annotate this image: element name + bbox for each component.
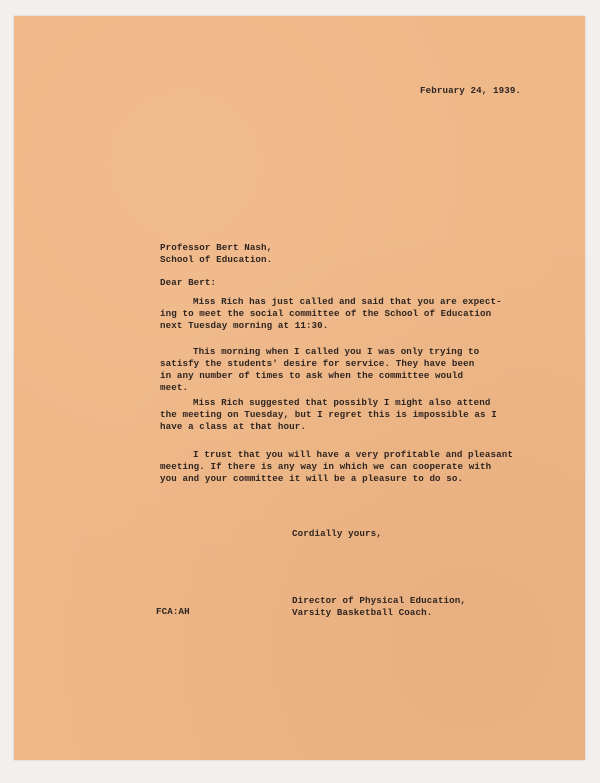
paragraph-line: next Tuesday morning at 11:30. <box>160 320 329 331</box>
paragraph-1 <box>160 296 502 332</box>
paragraph-4 <box>160 449 513 485</box>
paragraph-line: This morning when I called you I was only trying to <box>193 346 480 357</box>
signature-title-line-1: Director of Physical Education, <box>292 595 467 606</box>
paragraph-line: the meeting on Tuesday, but I regret this is impossible as I <box>160 409 497 420</box>
letter-page <box>14 16 585 760</box>
paragraph-line: Miss Rich suggested that possibly I might also attend <box>193 397 491 408</box>
paragraph-line: have a class at that hour. <box>160 421 306 432</box>
paragraph-line: Miss Rich has just called and said that you are expect- <box>193 296 502 307</box>
salutation: Dear Bert: <box>160 277 217 288</box>
reference-initials: FCA:AH <box>156 606 190 617</box>
paragraph-2 <box>160 346 479 394</box>
paragraph-line: in any number of times to ask when the committee would <box>160 370 464 381</box>
recipient-address <box>160 242 272 266</box>
paragraph-line: satisfy the students' desire for service. They have been <box>160 358 475 369</box>
paragraph-line: you and your committee it will be a pleasure to do so. <box>160 473 464 484</box>
paragraph-line: ing to meet the social committee of the School of Education <box>160 308 492 319</box>
signature-title-block <box>292 595 466 619</box>
paragraph-line: meet. <box>160 382 189 393</box>
recipient-department: School of Education. <box>160 254 273 265</box>
paragraph-line: meeting. If there is any way in which we can cooperate with <box>160 461 492 472</box>
signature-title-line-2: Varsity Basketball Coach. <box>292 607 433 618</box>
paragraph-line: I trust that you will have a very profitable and pleasant <box>193 449 513 460</box>
paragraph-3 <box>160 397 497 433</box>
recipient-name: Professor Bert Nash, <box>160 242 273 253</box>
letter-date: February 24, 1939. <box>420 85 522 96</box>
complimentary-close: Cordially yours, <box>292 528 382 539</box>
